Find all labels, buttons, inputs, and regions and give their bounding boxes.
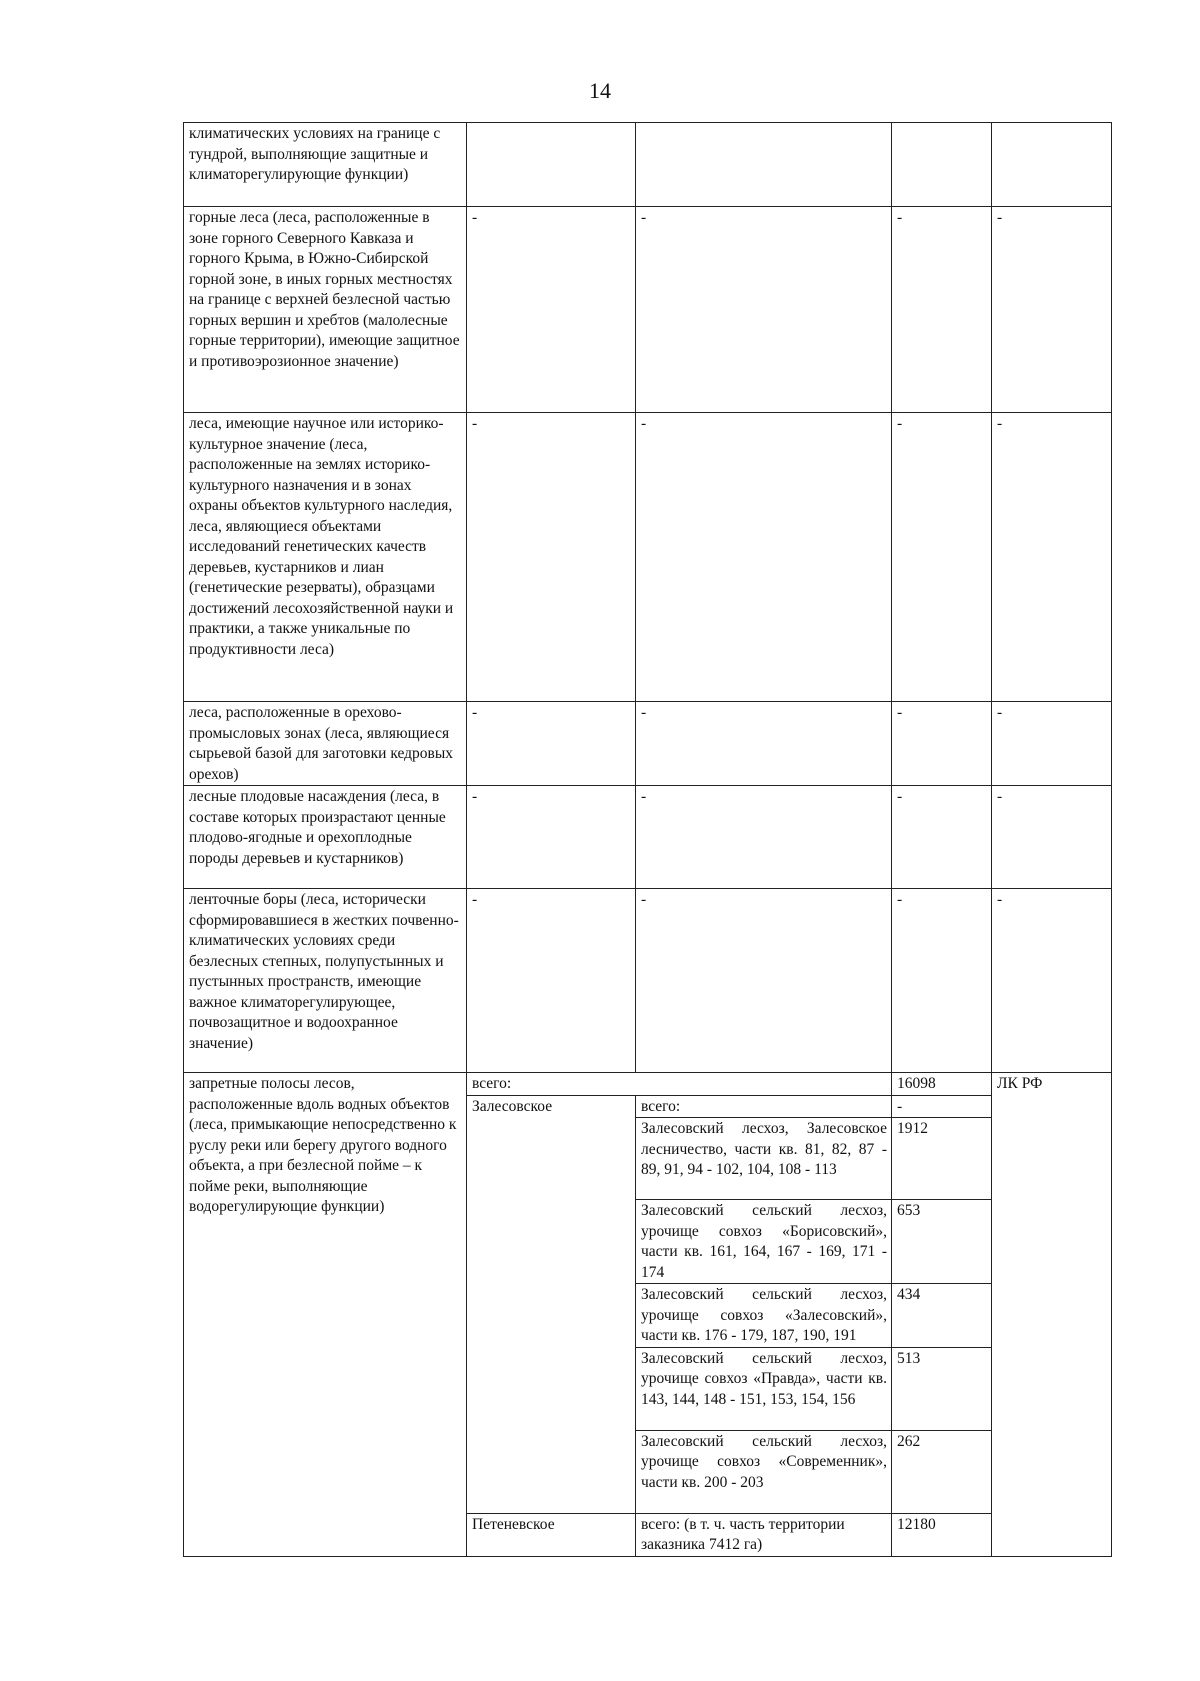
district-cell bbox=[467, 786, 636, 889]
category-cell bbox=[184, 123, 467, 207]
category-text: климатических условиях на границе с тундрой, выполняющие защитные и климаторегулирующие функции) bbox=[189, 125, 441, 183]
category-cell bbox=[184, 702, 467, 786]
category-cell bbox=[184, 786, 467, 889]
total-label-cell bbox=[467, 1073, 892, 1096]
dash-value: - bbox=[897, 891, 903, 908]
table-row bbox=[184, 413, 1112, 702]
area-cell bbox=[892, 207, 992, 413]
category-cell bbox=[184, 889, 467, 1073]
area-value: 262 bbox=[897, 1432, 921, 1450]
area-value: 12180 bbox=[897, 1515, 936, 1533]
location-cell bbox=[636, 889, 892, 1073]
basis-cell bbox=[992, 413, 1112, 702]
basis-cell bbox=[992, 1073, 1112, 1557]
area-cell bbox=[892, 413, 992, 702]
district-name: Петеневское bbox=[472, 1515, 555, 1533]
category-text: леса, расположенные в орехово-промысловых зонах (леса, являющиеся сырьевой базой для заготовки кедровых орехов) bbox=[189, 704, 454, 783]
area-cell bbox=[892, 1430, 992, 1513]
subtotal-area: - bbox=[897, 1097, 903, 1115]
area-cell bbox=[892, 786, 992, 889]
location-text: Залесовский сельский лесхоз, урочище совхоз «Борисовский», части кв. 161, 164, 167 - 169, 171 - 174 bbox=[641, 1202, 887, 1281]
dash-value: - bbox=[897, 209, 903, 226]
location-cell bbox=[636, 1430, 892, 1513]
district-cell bbox=[467, 413, 636, 702]
category-text: запретные полосы лесов, расположенные вдоль водных объектов (леса, примыкающие непосредственно к руслу реки или берегу другого водного объекта, а при безлесной пойме – к пойме реки, выполняющие водорегулирующие функции) bbox=[189, 1075, 457, 1215]
dash-value: - bbox=[997, 788, 1003, 805]
dash-value: - bbox=[641, 209, 647, 226]
dash-value: - bbox=[472, 704, 478, 721]
basis-cell bbox=[992, 889, 1112, 1073]
page-number: 14 bbox=[589, 78, 611, 103]
district-cell bbox=[467, 889, 636, 1073]
table-row bbox=[184, 786, 1112, 889]
dash-value: - bbox=[997, 209, 1003, 226]
area-cell bbox=[892, 1073, 992, 1096]
dash-value: - bbox=[997, 891, 1003, 908]
area-value: 1912 bbox=[897, 1120, 928, 1137]
table-row bbox=[184, 702, 1112, 786]
location-cell bbox=[636, 1347, 892, 1430]
location-cell bbox=[636, 1095, 892, 1118]
district-cell bbox=[467, 702, 636, 786]
area-value: 653 bbox=[897, 1202, 921, 1219]
dash-value: - bbox=[897, 704, 903, 721]
area-cell bbox=[892, 1284, 992, 1348]
location-text: Залесовский лесхоз, Залесовское лесничество, части кв. 81, 82, 87 - 89, 91, 94 - 102, 104, 108 - 113 bbox=[641, 1120, 887, 1178]
table-row bbox=[184, 123, 1112, 207]
area-value: 513 bbox=[897, 1349, 921, 1367]
location-text: всего: (в т. ч. часть территории заказника 7412 га) bbox=[641, 1515, 845, 1553]
category-text: ленточные боры (леса, исторически сформировавшиеся в жестких почвенно-климатических условиях среди безлесных степных, полупустынных и пустынных пространств, имеющие важное климаторегулирующее, почвозащитное и водоохранное значение) bbox=[189, 891, 459, 1052]
area-cell bbox=[892, 889, 992, 1073]
category-cell bbox=[184, 413, 467, 702]
area-cell bbox=[892, 1513, 992, 1556]
district-name: Залесовское bbox=[472, 1097, 553, 1115]
total-label: всего: bbox=[472, 1075, 512, 1092]
area-cell bbox=[892, 1095, 992, 1118]
location-cell bbox=[636, 413, 892, 702]
dash-value: - bbox=[472, 891, 478, 908]
category-cell bbox=[184, 1073, 467, 1557]
location-cell bbox=[636, 786, 892, 889]
category-text: леса, имеющие научное или историко-культурное значение (леса, расположенные на землях историко-культурного назначения и в зонах охраны объектов культурного наследия, леса, являющиеся объектами исследований генетических качеств деревьев, кустарников и лиан (генетические резерваты), образцами достижений лесохозяйственной науки и практики, а также уникальные по продуктивности леса) bbox=[189, 415, 454, 658]
basis-cell bbox=[992, 207, 1112, 413]
dash-value: - bbox=[897, 788, 903, 805]
table-row bbox=[184, 1073, 1112, 1096]
dash-value: - bbox=[997, 415, 1003, 432]
area-cell bbox=[892, 123, 992, 207]
dash-value: - bbox=[897, 415, 903, 432]
location-cell bbox=[636, 1200, 892, 1284]
basis-cell bbox=[992, 123, 1112, 207]
category-cell bbox=[184, 207, 467, 413]
subtotal-label: всего: bbox=[641, 1097, 681, 1115]
location-cell bbox=[636, 1118, 892, 1200]
table-row bbox=[184, 889, 1112, 1073]
location-cell bbox=[636, 1284, 892, 1348]
location-cell bbox=[636, 1513, 892, 1556]
location-text: Залесовский сельский лесхоз, урочище совхоз «Современник», части кв. 200 - 203 bbox=[641, 1432, 887, 1491]
dash-value: - bbox=[641, 891, 647, 908]
basis-text: ЛК РФ bbox=[997, 1075, 1043, 1092]
table-row bbox=[184, 207, 1112, 413]
total-area: 16098 bbox=[897, 1075, 936, 1092]
area-value: 434 bbox=[897, 1286, 921, 1303]
basis-cell bbox=[992, 786, 1112, 889]
dash-value: - bbox=[641, 415, 647, 432]
area-cell bbox=[892, 1347, 992, 1430]
forest-protection-table bbox=[183, 122, 1112, 1557]
location-cell bbox=[636, 702, 892, 786]
location-cell bbox=[636, 123, 892, 207]
location-cell bbox=[636, 207, 892, 413]
category-text: лесные плодовые насаждения (леса, в составе которых произрастают ценные плодово-ягодные и орехоплодные породы деревьев и кустарников) bbox=[189, 788, 446, 867]
dash-value: - bbox=[472, 209, 478, 226]
district-cell bbox=[467, 123, 636, 207]
area-cell bbox=[892, 1118, 992, 1200]
dash-value: - bbox=[997, 704, 1003, 721]
area-cell bbox=[892, 1200, 992, 1284]
district-cell bbox=[467, 207, 636, 413]
dash-value: - bbox=[472, 415, 478, 432]
dash-value: - bbox=[472, 788, 478, 805]
basis-cell bbox=[992, 702, 1112, 786]
location-text: Залесовский сельский лесхоз, урочище совхоз «Правда», части кв. 143, 144, 148 - 151, 153, 154, 156 bbox=[641, 1349, 887, 1408]
district-cell bbox=[467, 1095, 636, 1513]
district-cell bbox=[467, 1513, 636, 1556]
location-text: Залесовский сельский лесхоз, урочище совхоз «Залесовский», части кв. 176 - 179, 187, 190, 191 bbox=[641, 1286, 887, 1344]
dash-value: - bbox=[641, 704, 647, 721]
dash-value: - bbox=[641, 788, 647, 805]
category-text: горные леса (леса, расположенные в зоне горного Северного Кавказа и горного Крыма, в Южно-Сибирской горной зоне, в иных горных местностях на границе с верхней безлесной частью горных вершин и хребтов (малолесные горные территории), имеющие защитное и противоэрозионное значение) bbox=[189, 209, 460, 370]
area-cell bbox=[892, 702, 992, 786]
